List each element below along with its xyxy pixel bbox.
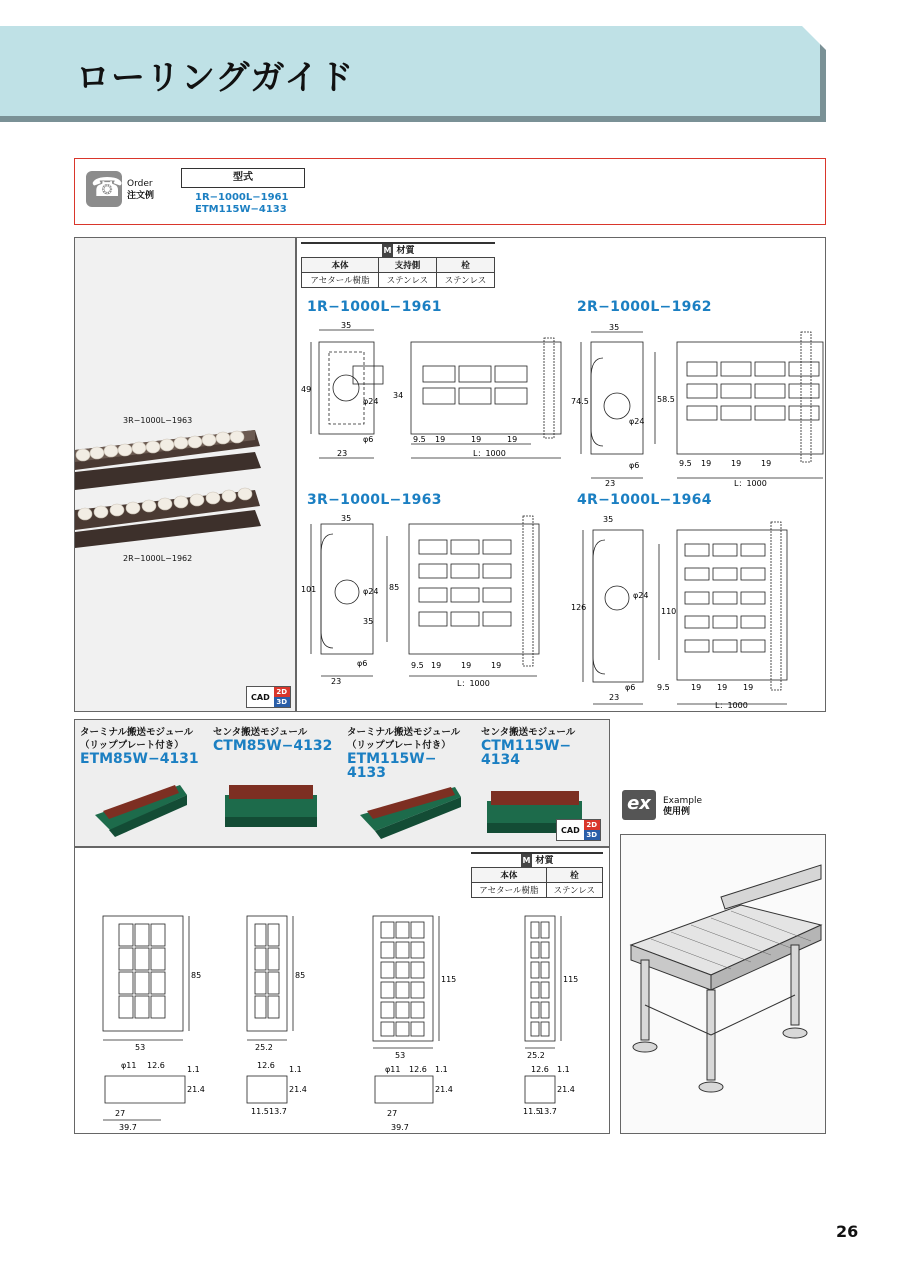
drawing-title-1: 1R−1000L−1961 — [307, 299, 442, 315]
dim-label: 27 — [115, 1109, 126, 1118]
module-3 — [347, 726, 482, 780]
dim-label: 1.1 — [557, 1065, 570, 1074]
dim-label: 19 — [731, 459, 742, 468]
module-model-cont: 4133 — [347, 765, 386, 781]
cad-2d: 2D — [274, 687, 290, 697]
module-4 — [481, 726, 611, 767]
dim-label: 21.4 — [435, 1085, 453, 1094]
mat-value: ステンレス — [378, 273, 436, 288]
module-model-cont: 4134 — [481, 752, 520, 768]
dim-label: 19 — [691, 683, 702, 692]
model-header: 型式 — [181, 168, 305, 188]
dim-label: 19 — [491, 661, 502, 670]
material-badge: M — [382, 244, 394, 258]
product-photo-panel — [74, 237, 296, 712]
module-1 — [80, 726, 215, 766]
mat-header: 本体 — [302, 258, 379, 273]
module-heading: ターミナル搬送モジュール — [347, 727, 461, 738]
drawing-2 — [569, 318, 825, 488]
dim-label: 19 — [461, 661, 472, 670]
dim-label: 21.4 — [557, 1085, 575, 1094]
dim-label: 19 — [701, 459, 712, 468]
dim-label: 35 — [609, 323, 620, 332]
module-heading: ターミナル搬送モジュール — [80, 727, 194, 738]
dim-label: 58.5 — [657, 395, 675, 404]
module-photos — [75, 775, 609, 845]
order-values — [195, 192, 288, 216]
dim-label: 35 — [363, 617, 374, 626]
order-label-en: Order — [127, 179, 153, 189]
dim-label: 1.1 — [187, 1065, 200, 1074]
dim-label: 85 — [191, 971, 202, 980]
dim-label: 74.5 — [571, 397, 589, 406]
dim-label: 13.7 — [539, 1107, 557, 1116]
dim-label: 53 — [395, 1051, 406, 1060]
dim-label: φ24 — [633, 591, 649, 600]
dim-label: 12.6 — [531, 1065, 549, 1074]
mat-header: 栓 — [546, 868, 602, 883]
module-2 — [213, 726, 348, 753]
cad-2d: 2D — [584, 820, 600, 830]
material-table-2 — [471, 852, 603, 898]
dim-label: L：1000 — [457, 679, 490, 688]
order-label-jp: 注文例 — [127, 191, 155, 201]
module-photo-panel — [74, 719, 610, 847]
drawing-title-4: 4R−1000L−1964 — [577, 492, 712, 508]
drawing-4 — [569, 510, 825, 710]
mat-value: ステンレス — [546, 883, 602, 898]
dim-label: φ6 — [363, 435, 374, 444]
page-title: ローリングガイド — [76, 58, 355, 98]
photo-label-top: 3R−1000L−1963 — [123, 416, 193, 425]
material-title-text: 材質 — [396, 246, 415, 256]
material-table-1 — [301, 242, 495, 288]
cad-label: CAD — [251, 693, 270, 702]
mat-value: ステンレス — [436, 273, 494, 288]
drawing-1 — [301, 318, 563, 468]
example-label-jp: 使用例 — [663, 807, 691, 817]
dim-label: L：1000 — [715, 701, 748, 710]
dim-label: 110 — [661, 607, 677, 616]
dim-label: 39.7 — [119, 1123, 137, 1132]
module-model: ETM85W−4131 — [80, 751, 199, 767]
dim-label: φ6 — [625, 683, 636, 692]
dim-label: 126 — [571, 603, 587, 612]
material-title — [471, 852, 603, 867]
rolling-guide-photo — [75, 428, 295, 553]
module-heading: センタ搬送モジュール — [213, 727, 308, 738]
dim-label: 1.1 — [435, 1065, 448, 1074]
module-model: CTM115W− — [481, 738, 572, 754]
dim-label: 85 — [295, 971, 306, 980]
dim-label: 101 — [301, 585, 317, 594]
dim-label: 9.5 — [679, 459, 692, 468]
dim-label: 19 — [717, 683, 728, 692]
drawing-title-3: 3R−1000L−1963 — [307, 492, 442, 508]
dim-label: 19 — [435, 435, 446, 444]
module-model: ETM115W− — [347, 751, 437, 767]
module-model: CTM85W−4132 — [213, 738, 333, 754]
material-badge: M — [521, 854, 533, 868]
dim-label: 115 — [563, 975, 579, 984]
dim-label: 9.5 — [657, 683, 670, 692]
material-title — [301, 242, 495, 257]
dim-label: 21.4 — [289, 1085, 307, 1094]
dim-label: 12.6 — [409, 1065, 427, 1074]
dim-label: 23 — [331, 677, 342, 686]
dim-label: 35 — [341, 514, 352, 523]
mat-header: 支持側 — [378, 258, 436, 273]
dim-label: 23 — [337, 449, 348, 458]
drawings-panel — [296, 237, 826, 712]
photo-label-bottom: 2R−1000L−1962 — [123, 554, 193, 563]
dim-label: 23 — [605, 479, 616, 488]
dim-label: 19 — [471, 435, 482, 444]
mat-value: アセタール樹脂 — [472, 883, 547, 898]
dim-label: 35 — [341, 321, 352, 330]
dim-label: 12.6 — [257, 1061, 275, 1070]
module-subheading: （リッププレート付き） — [347, 740, 451, 751]
example-label-en: Example — [663, 796, 703, 806]
page-number: 26 — [836, 1222, 859, 1241]
dim-label: φ11 — [121, 1061, 137, 1070]
material-title-text: 材質 — [535, 856, 554, 866]
order-value-1: 1R−1000L−1961 — [195, 192, 289, 203]
module-heading: センタ搬送モジュール — [481, 727, 576, 738]
mat-header: 本体 — [472, 868, 547, 883]
example-badge: ex — [622, 790, 656, 820]
order-label — [127, 178, 154, 202]
mat-header: 栓 — [436, 258, 494, 273]
dim-label: φ6 — [357, 659, 368, 668]
order-value-2: ETM115W−4133 — [195, 204, 287, 215]
cad-badge-2[interactable] — [556, 819, 601, 841]
dim-label: 9.5 — [413, 435, 426, 444]
drawing-3 — [301, 512, 563, 692]
dim-label: L：1000 — [473, 449, 506, 458]
dim-label: 12.6 — [147, 1061, 165, 1070]
dim-label: 25.2 — [255, 1043, 273, 1052]
module-technical-drawings — [75, 908, 609, 1133]
example-photo — [620, 834, 826, 1134]
dim-label: 19 — [507, 435, 518, 444]
phone-icon — [86, 171, 122, 207]
dim-label: 27 — [387, 1109, 398, 1118]
module-subheading: （リッププレート付き） — [80, 740, 184, 751]
example-label — [663, 796, 702, 818]
dim-label: 35 — [603, 515, 614, 524]
cad-label: CAD — [561, 826, 580, 835]
dim-label: 23 — [609, 693, 620, 702]
dim-label: 13.7 — [269, 1107, 287, 1116]
dim-label: 1.1 — [289, 1065, 302, 1074]
dim-label: L：1000 — [734, 479, 767, 488]
module-drawings-panel — [74, 847, 610, 1134]
dim-label: 53 — [135, 1043, 146, 1052]
dim-label: 85 — [389, 583, 400, 592]
dim-label: 34 — [393, 391, 404, 400]
dim-label: 115 — [441, 975, 457, 984]
dim-label: 11.5 — [523, 1107, 541, 1116]
dim-label: 21.4 — [187, 1085, 205, 1094]
cad-3d: 3D — [274, 697, 290, 707]
dim-label: φ24 — [363, 397, 379, 406]
conveyor-illustration — [621, 835, 825, 1133]
dim-label: 19 — [743, 683, 754, 692]
dim-label: 49 — [301, 385, 312, 394]
drawing-title-2: 2R−1000L−1962 — [577, 299, 712, 315]
dim-label: 19 — [761, 459, 772, 468]
cad-badge[interactable] — [246, 686, 291, 708]
dim-label: φ11 — [385, 1065, 401, 1074]
dim-label: φ24 — [363, 587, 379, 596]
dim-label: 25.2 — [527, 1051, 545, 1060]
dim-label: 19 — [431, 661, 442, 670]
dim-label: 9.5 — [411, 661, 424, 670]
dim-label: 11.5 — [251, 1107, 269, 1116]
dim-label: φ6 — [629, 461, 640, 470]
dim-label: φ24 — [629, 417, 645, 426]
dim-label: 39.7 — [391, 1123, 409, 1132]
cad-3d: 3D — [584, 830, 600, 840]
mat-value: アセタール樹脂 — [302, 273, 379, 288]
